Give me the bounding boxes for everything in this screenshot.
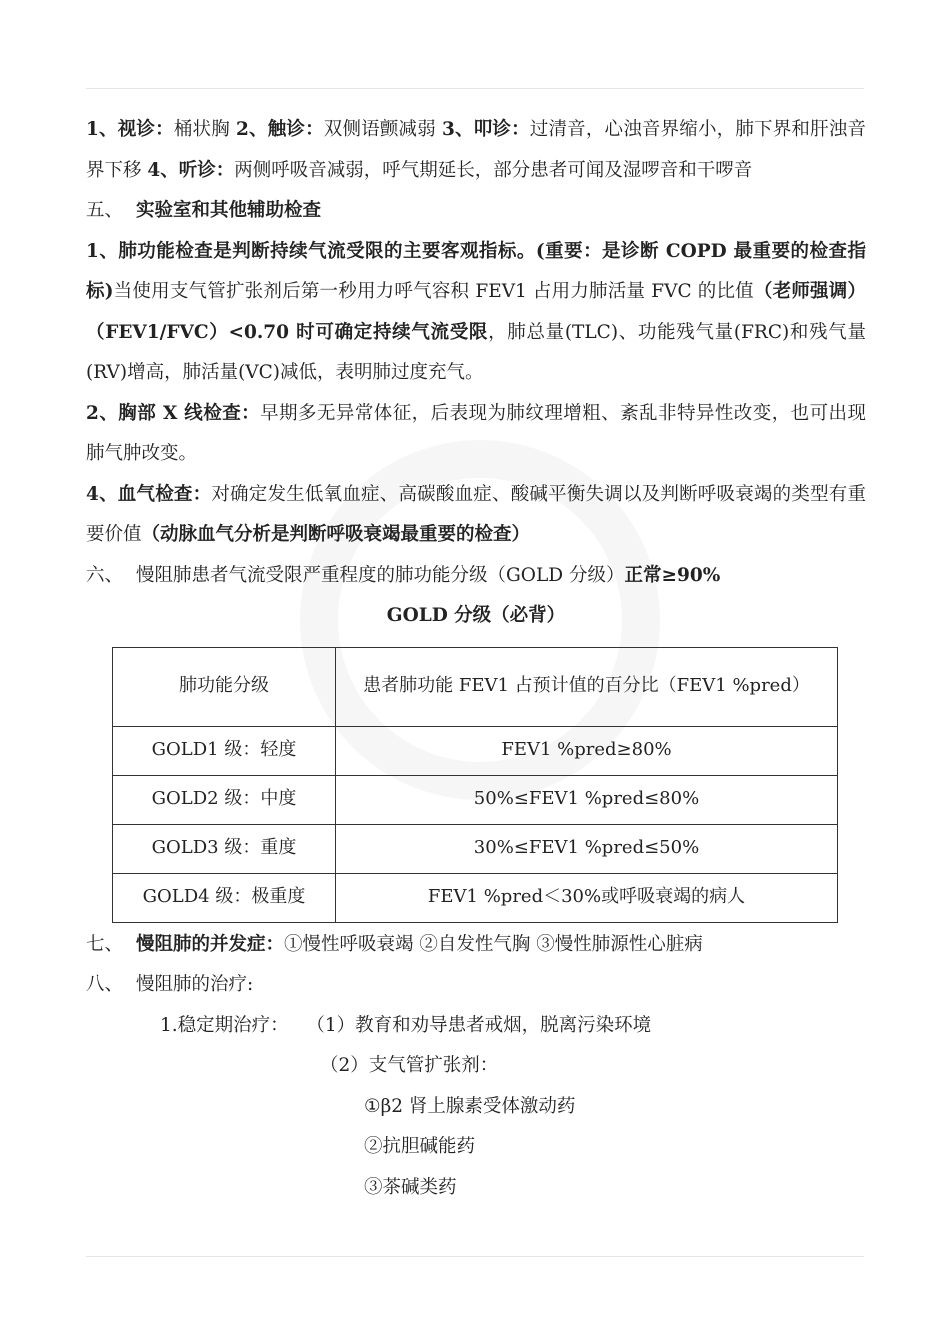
blood-gas-text: 对确定发生低氧血症、高碳酸血症、酸碱平衡失调以及判断呼吸衰竭的类型有重要价值 [86, 483, 866, 545]
section-8-heading [86, 965, 866, 1006]
treatment-line-2 [86, 1046, 866, 1087]
table-title [86, 596, 866, 637]
footer-rule [86, 1256, 864, 1257]
inspection-text: 桶状胸 [173, 119, 236, 140]
table-cell: GOLD4 级：极重度 [113, 873, 336, 922]
table-cell: 30%≤FEV1 %pred≤50% [336, 824, 838, 873]
drug-item-2: ②抗胆碱能药 [364, 1136, 476, 1157]
section-6-number: 六、 [86, 564, 124, 586]
xray-paragraph [86, 394, 866, 475]
section-7-number: 七、 [86, 933, 124, 955]
table-row [113, 726, 838, 775]
table-row [113, 873, 838, 922]
table-cell: GOLD1 级：轻度 [113, 726, 336, 775]
header-rule [86, 88, 864, 89]
table-cell: FEV1 %pred≥80% [336, 726, 838, 775]
section-6-title: 慢阻肺患者气流受限严重程度的肺功能分级（GOLD 分级） [136, 564, 625, 586]
table-row [113, 775, 838, 824]
treatment-line-5 [86, 1168, 866, 1209]
gold-table [112, 647, 838, 923]
percussion-text: 过清音，心浊音界缩小，肺下界和肝浊音界下移 [86, 119, 866, 181]
physical-exam-paragraph [86, 110, 866, 191]
section-6-normal-value: 正常≥90% [624, 564, 721, 586]
pft-bold-criterion: （老师强调）（FEV1/FVC）<0.70 时可确定持续气流受限 [86, 281, 866, 343]
document-body [86, 110, 866, 1208]
drug-item-3: ③茶碱类药 [364, 1176, 457, 1198]
table-row [113, 824, 838, 873]
auscultation-label: 4、听诊： [147, 159, 235, 181]
treatment-line-1 [86, 1006, 866, 1047]
pft-text-2: ，肺总量(TLC)、功能残气量(FRC)和残气量(RV)增高，肺活量(VC)减低，表明肺过度充气。 [86, 321, 866, 383]
section-6-heading [86, 556, 866, 597]
pft-bold-lead: 1、肺功能检查是判断持续气流受限的主要客观指标。(重要：是诊断 COPD 最重要的检查指标) [86, 240, 866, 302]
table-header-cell: 肺功能分级 [113, 647, 336, 726]
section-7-title: 慢阻肺的并发症： [136, 933, 285, 955]
table-title-text: GOLD 分级（必背） [386, 605, 566, 626]
pulmonary-function-paragraph [86, 232, 866, 394]
table-header-row [113, 647, 838, 726]
section-5-heading [86, 191, 866, 232]
section-5-title: 实验室和其他辅助检查 [136, 200, 322, 221]
xray-text: 早期多无异常体征，后表现为肺纹理增粗、紊乱非特异性改变，也可出现肺气肿改变。 [86, 402, 866, 464]
section-8-number: 八、 [86, 974, 124, 995]
treatment-item-1: （1）教育和劝导患者戒烟，脱离污染环境 [306, 1014, 652, 1036]
xray-label: 2、胸部 X 线检查： [86, 402, 261, 424]
table-cell: GOLD3 级：重度 [113, 824, 336, 873]
palpation-text: 双侧语颤减弱 [323, 119, 442, 140]
treatment-item-2: （2）支气管扩张剂： [320, 1055, 499, 1076]
inspection-label: 1、视诊： [86, 119, 174, 140]
drug-item-1: ①β2 肾上腺素受体激动药 [364, 1095, 576, 1117]
table-cell: FEV1 %pred＜30%或呼吸衰竭的病人 [336, 873, 838, 922]
auscultation-text: 两侧呼吸音减弱，呼气期延长，部分患者可闻及湿啰音和干啰音 [234, 159, 753, 181]
treatment-line-3 [86, 1087, 866, 1128]
blood-gas-paragraph [86, 475, 866, 556]
table-cell: 50%≤FEV1 %pred≤80% [336, 775, 838, 824]
section-7-heading [86, 925, 866, 966]
pft-text-1: 当使用支气管扩张剂后第一秒用力呼气容积 FEV1 占用力肺活量 FVC 的比值 [113, 281, 754, 302]
section-7-text: ①慢性呼吸衰竭 ②自发性气胸 ③慢性肺源性心脏病 [284, 933, 703, 955]
blood-gas-label: 4、血气检查： [86, 483, 212, 505]
percussion-label: 3、叩诊： [441, 119, 530, 140]
table-header-cell: 患者肺功能 FEV1 占预计值的百分比（FEV1 %pred） [336, 647, 838, 726]
table-cell: GOLD2 级：中度 [113, 775, 336, 824]
section-8-title: 慢阻肺的治疗: [136, 974, 254, 995]
section-5-number: 五、 [86, 200, 124, 221]
stable-phase-label: 1.稳定期治疗： [160, 1014, 289, 1036]
palpation-label: 2、触诊： [235, 119, 324, 140]
treatment-line-4 [86, 1127, 866, 1168]
blood-gas-note: （动脉血气分析是判断呼吸衰竭最重要的检查） [141, 524, 531, 545]
